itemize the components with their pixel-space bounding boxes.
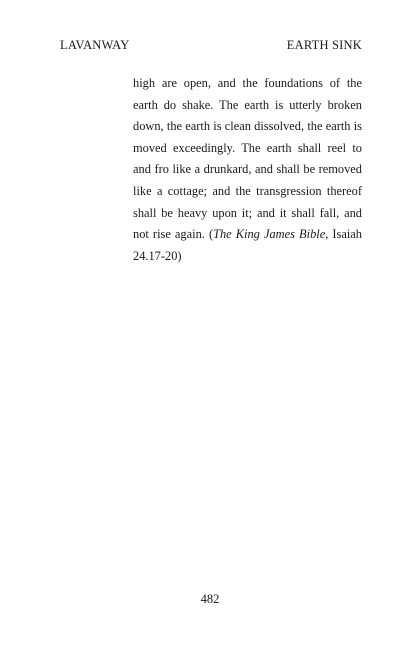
citation-reference: , Isaiah 24.17-20) (133, 227, 363, 263)
running-header (60, 38, 362, 54)
running-header-author: LAVANWAY (60, 38, 130, 52)
quoted-passage (133, 73, 362, 267)
citation-title: The King James Bible (213, 227, 326, 242)
page-number: 482 (200, 592, 220, 606)
passage-text: high are open, and the foundations of the earth do shake. The earth is utterly broken down, the earth is clean dissolved, the earth is moved exceedingly. The earth shall reel to and fro like a drunkard, and shall be removed like a cottage; and the transgression thereof shall be heavy upon it; and it shall fall, and not rise again. ( (133, 76, 362, 242)
running-header-title: EARTH SINK (286, 38, 362, 52)
